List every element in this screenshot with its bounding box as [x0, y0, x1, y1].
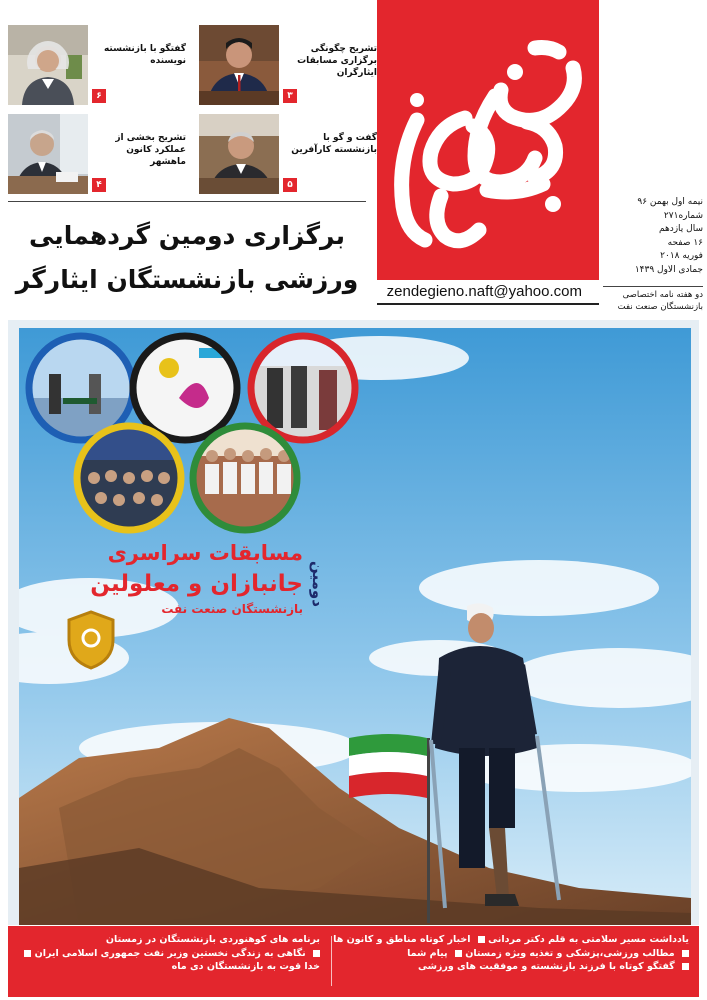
footer-item[interactable]: گفتگو کوتاه با فرزند بازنشسته و موفقیت های ورزشی: [417, 961, 675, 972]
thumb-title: گفت و گو با بازنشسته کارآفرین: [291, 133, 377, 155]
portrait-photo-icon: [199, 114, 279, 194]
footer-item[interactable]: نگاهی به زندگی نخستین وزیر نفت جمهوری اسلامی ایران: [34, 947, 306, 959]
page-number-badge: ۳: [283, 89, 297, 103]
divider: [603, 286, 703, 287]
portrait-photo-icon: [8, 25, 88, 105]
footer-col-left: [20, 933, 320, 974]
bullet-square-icon: [313, 950, 320, 957]
footer-row: [20, 960, 320, 974]
page-number-badge: ۴: [92, 178, 106, 192]
footer-row: [339, 960, 689, 974]
bullet-square-icon: [682, 963, 689, 970]
cover-title-line: بازنشستگان صنعت نفت: [161, 602, 303, 616]
cover-scene-icon: [19, 328, 691, 925]
bullet-square-icon: [478, 936, 485, 943]
footer-row: [20, 933, 320, 947]
issue-tagline: [603, 289, 703, 313]
page-number-badge: ۵: [283, 178, 297, 192]
issue-date: نیمه اول بهمن ۹۶: [637, 197, 703, 207]
footer-item[interactable]: مطالب ورزشی،پزشکی و تغذیه ویژه زمستان: [465, 947, 675, 959]
issue-number: شماره۲۷۱: [663, 210, 703, 221]
footer-item[interactable]: اخبار کوتاه مناطق و کانون ها: [333, 934, 471, 945]
cover-title-line: مسابقات سراسری: [107, 541, 303, 565]
portrait-photo-icon: [8, 114, 88, 194]
cover-side-text: دومین: [309, 561, 327, 607]
cover-title: [67, 538, 303, 618]
thumb-item[interactable]: [8, 114, 186, 206]
divider: [331, 936, 332, 986]
footer-item[interactable]: پیام شما: [407, 947, 448, 959]
footer-row: [333, 933, 689, 947]
issue-hijri: جمادی الاول ۱۴۳۹: [634, 264, 703, 275]
tagline-line: دو هفته نامه اختصاصی: [622, 290, 703, 300]
headline: [8, 214, 366, 302]
divider: [377, 303, 599, 305]
headline-line: برگزاری دومین گردهمایی: [29, 221, 345, 250]
bullet-square-icon: [455, 950, 462, 957]
zendegi-no-logo-icon: [377, 0, 599, 280]
page-number-badge: ۶: [92, 89, 106, 103]
issue-gregorian: فوریه ۲۰۱۸: [660, 251, 703, 261]
issue-info: [603, 196, 703, 277]
thumb-item[interactable]: [8, 25, 186, 117]
bullet-square-icon: [24, 950, 31, 957]
masthead: [377, 0, 599, 300]
bullet-square-icon: [682, 950, 689, 957]
footer-col-right: [333, 933, 689, 974]
thumb-title: تشریح چگونگی برگزاری مسابقات ایثارگران: [297, 44, 377, 78]
thumb-item[interactable]: [199, 114, 377, 206]
issue-year: سال یازدهم: [658, 224, 703, 234]
masthead-url[interactable]: zendegieno.naft@yahoo.com: [386, 283, 582, 300]
cover-side-label: [287, 540, 327, 628]
footer: [8, 926, 699, 997]
divider: [8, 201, 366, 202]
footer-item[interactable]: یادداشت مسیر سلامتی به قلم دکتر مردانی: [488, 934, 689, 945]
issue-pages: ۱۶ صفحه: [667, 237, 703, 248]
headline-line: ورزشی بازنشستگان ایثارگر: [15, 265, 359, 294]
footer-row: [20, 947, 320, 961]
cover-title-line: جانبازان و معلولین: [90, 571, 303, 597]
footer-row: [339, 947, 689, 961]
thumb-title: گفتگو با بازنشسته نویسنده: [103, 44, 186, 66]
thumb-item[interactable]: [199, 25, 377, 117]
cover-photo: [19, 328, 691, 925]
tagline-line: بازنشستگان صنعت نفت: [617, 302, 703, 312]
footer-item[interactable]: خدا قوت به بازنشستگان دی ماه: [171, 961, 320, 972]
portrait-photo-icon: [199, 25, 279, 105]
thumb-title: تشریح بخشی از عملکرد کانون ماهشهر: [115, 133, 186, 167]
footer-item[interactable]: برنامه های کوهنوردی بازنشستگان در زمستان: [105, 934, 320, 945]
